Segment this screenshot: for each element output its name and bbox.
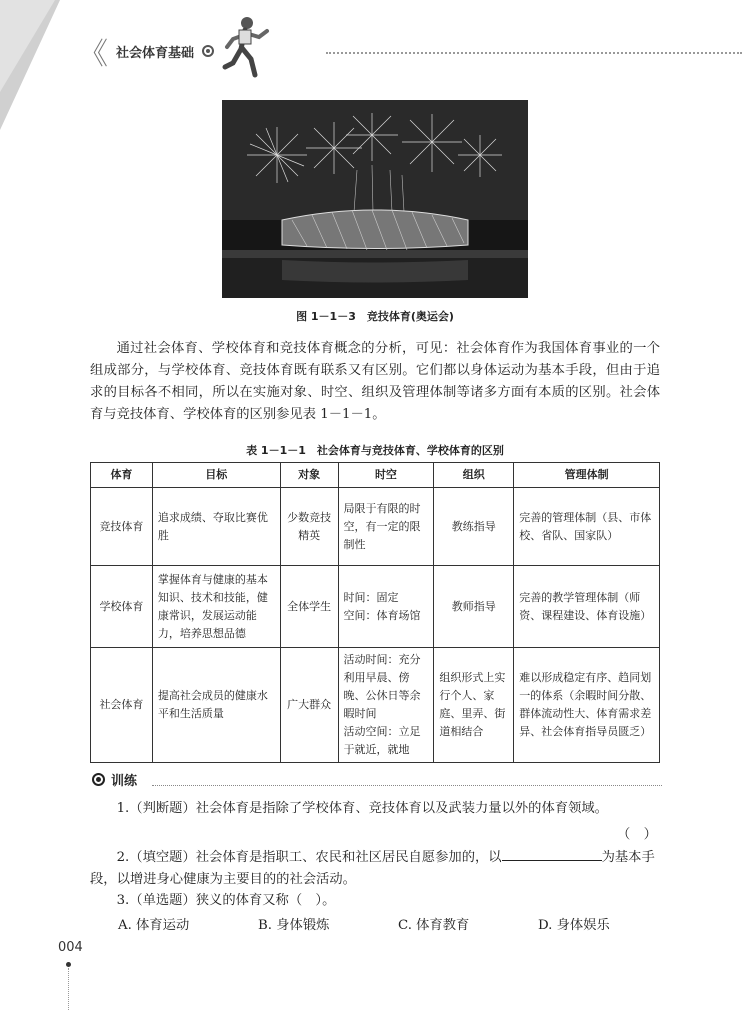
comparison-table — [90, 462, 660, 763]
table-cell: 难以形成稳定有序、趋同划一的体系（余暇时间分散、群体流动性大、体育需求差异、社会体育指导员匮乏） — [514, 648, 660, 763]
table-header-row — [91, 463, 660, 488]
fill-blank — [502, 846, 602, 861]
chevron-icon: 《 — [78, 37, 102, 72]
answer-parentheses: （ ） — [617, 827, 657, 842]
table-cell: 局限于有限的时空，有一定的限制性 — [338, 488, 434, 566]
training-heading-label: 训练 — [111, 774, 138, 789]
table-row — [91, 488, 660, 566]
options-row — [118, 914, 678, 933]
option-a: A. 体育运动 — [118, 918, 190, 933]
page-number-dot — [66, 962, 71, 967]
question-2 — [90, 846, 662, 891]
table-header-cell: 管理体制 — [514, 463, 660, 488]
table-header-cell: 时空 — [338, 463, 434, 488]
figure-caption: 图 1－1－3 竞技体育(奥运会) — [296, 310, 454, 323]
table-cell: 广大群众 — [280, 648, 338, 763]
table-cell: 追求成绩、夺取比赛优胜 — [152, 488, 280, 566]
table-cell: 组织形式上实行个人、家庭、里弄、街道相结合 — [434, 648, 514, 763]
table-cell: 完善的教学管理体制（师资、课程建设、体育设施） — [514, 566, 660, 648]
table-cell: 教师指导 — [434, 566, 514, 648]
table-cell: 少数竞技精英 — [280, 488, 338, 566]
body-paragraph: 通过社会体育、学校体育和竞技体育概念的分析，可见：社会体育作为我国体育事业的一个组成部分，与学校体育、竞技体育既有联系又有区别。它们都以身体运动为基本手段，但由于追求的目标各不相同，所以在实施对象、时空、组织及管理体制等诸多方面有本质的区别。社会体育与竞技体育、学校体育的区别参见表 1－1－1。 — [90, 341, 660, 422]
target-icon — [92, 773, 105, 786]
question-1: 1.（判断题）社会体育是指除了学校体育、竞技体育以及武装力量以外的体育领域。 — [116, 801, 608, 816]
bullet-icon — [202, 45, 214, 57]
option-c: C. 体育教育 — [398, 918, 470, 933]
question-3: 3.（单选题）狭义的体育又称（ ）。 — [116, 893, 336, 908]
table-cell: 教练指导 — [434, 488, 514, 566]
table-cell: 社会体育 — [91, 648, 153, 763]
figure-photo — [222, 100, 528, 298]
table-cell: 时间：固定 空间：体育场馆 — [338, 566, 434, 648]
header-rule — [326, 52, 742, 54]
table-row — [91, 566, 660, 648]
table-cell: 活动时间：充分利用早晨、傍晚、公休日等余暇时间 活动空间：立足于就近，就地 — [338, 648, 434, 763]
book-title: 社会体育基础 — [116, 45, 195, 61]
table-title: 表 1－1－1 社会体育与竞技体育、学校体育的区别 — [246, 444, 504, 457]
option-d: D. 身体娱乐 — [538, 918, 610, 933]
table-cell: 提高社会成员的健康水平和生活质量 — [152, 648, 280, 763]
table-header-cell: 体育 — [91, 463, 153, 488]
table-header-cell: 目标 — [152, 463, 280, 488]
page-number: 004 — [58, 940, 83, 955]
training-heading — [92, 770, 137, 789]
table-header-cell: 组织 — [434, 463, 514, 488]
table-cell: 学校体育 — [91, 566, 153, 648]
page-number-rule — [68, 968, 69, 1010]
question-2-text-before: 2.（填空题）社会体育是指职工、农民和社区居民自愿参加的，以 — [116, 850, 502, 865]
table-row — [91, 648, 660, 763]
question-2-text-after: 为基本手段，以增进身心健康为主要目的的社会活动。 — [90, 850, 655, 887]
runner-icon — [215, 15, 275, 80]
table-cell: 竞技体育 — [91, 488, 153, 566]
option-b: B. 身体锻炼 — [258, 918, 330, 933]
table-cell: 完善的管理体制（县、市体校、省队、国家队） — [514, 488, 660, 566]
table-cell: 掌握体育与健康的基本知识、技术和技能，健康常识，发展运动能力，培养思想品德 — [152, 566, 280, 648]
table-header-cell: 对象 — [280, 463, 338, 488]
running-header — [78, 36, 214, 72]
training-rule — [152, 785, 662, 786]
table-cell: 全体学生 — [280, 566, 338, 648]
